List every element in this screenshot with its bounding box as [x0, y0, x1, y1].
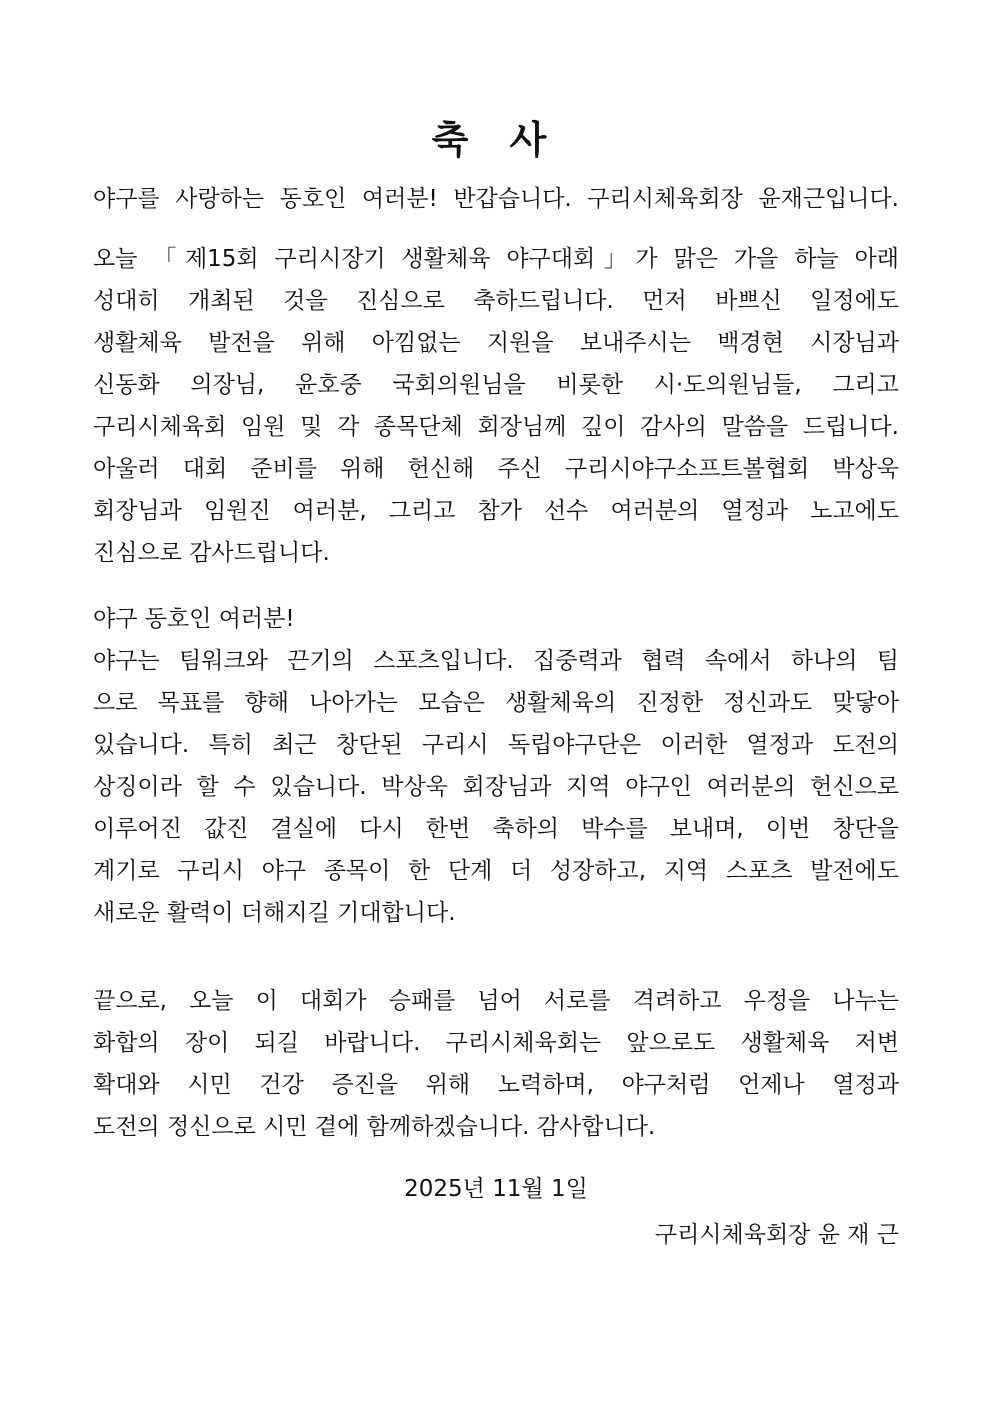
paragraph1-line: 신동화 의장님, 윤호중 국회의원님을 비롯한 시·도의원님들, 그리고: [93, 372, 899, 398]
paragraph1-line: 진심으로 감사드립니다.: [93, 540, 330, 566]
paragraph2-line: 있습니다. 특히 최근 창단된 구리시 독립야구단은 이러한 열정과 도전의: [93, 732, 899, 758]
paragraph3-line: 도전의 정신으로 시민 곁에 함께하겠습니다. 감사합니다.: [93, 1114, 656, 1140]
paragraph2-line: 계기로 구리시 야구 종목이 한 단계 더 성장하고, 지역 스포츠 발전에도: [93, 858, 899, 884]
paragraph2-line: 새로운 활력이 더해지길 기대합니다.: [93, 900, 456, 926]
paragraph2-heading: 야구 동호인 여러분!: [93, 606, 295, 632]
paragraph3-line: 끝으로, 오늘 이 대회가 승패를 넘어 서로를 격려하고 우정을 나누는: [93, 988, 899, 1014]
paragraph1-line: 오늘 「제15회 구리시장기 생활체육 야구대회」가 맑은 가을 하늘 아래: [93, 246, 899, 272]
paragraph1-line: 성대히 개최된 것을 진심으로 축하드립니다. 먼저 바쁘신 일정에도: [93, 288, 899, 314]
paragraph2-line: 상징이라 할 수 있습니다. 박상욱 회장님과 지역 야구인 여러분의 헌신으로: [93, 774, 899, 800]
paragraph1-line: 회장님과 임원진 여러분, 그리고 참가 선수 여러분의 열정과 노고에도: [93, 498, 899, 524]
greeting-line: 야구를 사랑하는 동호인 여러분! 반갑습니다. 구리시체육회장 윤재근입니다.: [93, 186, 899, 212]
paragraph2-line: 이루어진 값진 결실에 다시 한번 축하의 박수를 보내며, 이번 창단을: [93, 816, 899, 842]
paragraph2-line: 야구는 팀워크와 끈기의 스포츠입니다. 집중력과 협력 속에서 하나의 팀: [93, 648, 899, 674]
signature-line: 구리시체육회장 윤 재 근: [654, 1222, 899, 1248]
document-date: 2025년 11월 1일: [404, 1176, 588, 1202]
paragraph3-line: 화합의 장이 되길 바랍니다. 구리시체육회는 앞으로도 생활체육 저변: [93, 1030, 899, 1056]
paragraph1-line: 아울러 대회 준비를 위해 헌신해 주신 구리시야구소프트볼협회 박상욱: [93, 456, 899, 482]
document-title: 축 사: [431, 118, 561, 162]
paragraph1-line: 구리시체육회 임원 및 각 종목단체 회장님께 깊이 감사의 말씀을 드립니다.: [93, 414, 899, 440]
paragraph2-line: 으로 목표를 향해 나아가는 모습은 생활체육의 진정한 정신과도 맞닿아: [93, 690, 899, 716]
paragraph3-line: 확대와 시민 건강 증진을 위해 노력하며, 야구처럼 언제나 열정과: [93, 1072, 899, 1098]
paragraph1-line: 생활체육 발전을 위해 아낌없는 지원을 보내주시는 백경현 시장님과: [93, 330, 899, 356]
